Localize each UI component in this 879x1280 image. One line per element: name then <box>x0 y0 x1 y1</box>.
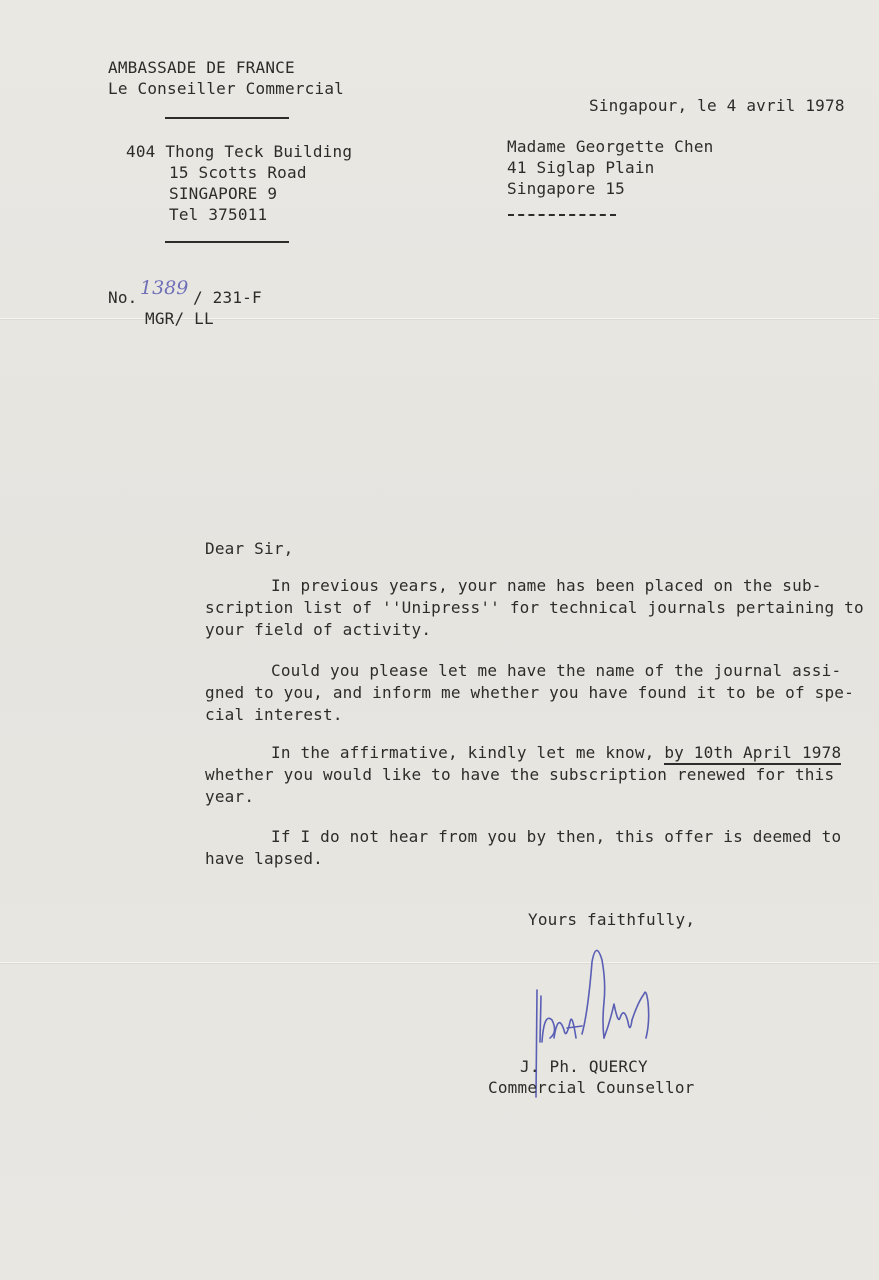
paragraph-line: If I do not hear from you by then, this offer is deemed to <box>271 827 842 846</box>
handwritten-reference-number: 1389 <box>140 277 189 299</box>
salutation: Dear Sir, <box>205 539 294 558</box>
reference-prefix: No. <box>108 288 138 307</box>
letter-date: Singapour, le 4 avril 1978 <box>589 96 845 115</box>
recipient-divider <box>508 214 616 216</box>
paragraph-line: year. <box>205 787 255 806</box>
body-paragraph <box>205 575 864 641</box>
recipient-address-line: 41 Siglap Plain <box>507 158 655 177</box>
reference-suffix: / 231-F <box>193 288 262 307</box>
recipient-address-line: Singapore 15 <box>507 179 625 198</box>
reference-initials: MGR/ LL <box>145 309 214 328</box>
paragraph-line: Could you please let me have the name of the journal assi- <box>271 661 842 680</box>
body-paragraph <box>205 660 854 726</box>
paper-fold-line <box>0 318 879 319</box>
paragraph-line: gned to you, and inform me whether you have found it to be of spe- <box>205 683 854 702</box>
closing: Yours faithfully, <box>528 910 696 929</box>
sender-address-line: 404 Thong Teck Building <box>126 142 353 161</box>
paragraph-line: In previous years, your name has been placed on the sub- <box>271 576 822 595</box>
address-divider <box>165 241 289 243</box>
letterhead-department: Le Conseiller Commercial <box>108 79 344 98</box>
sender-phone: Tel 375011 <box>169 205 268 224</box>
paragraph-line: whether you would like to have the subscription renewed for this <box>205 765 835 784</box>
letterhead-embassy: AMBASSADE DE FRANCE <box>108 58 295 77</box>
letterhead-divider <box>165 117 289 119</box>
body-paragraph <box>205 826 841 870</box>
recipient-name: Madame Georgette Chen <box>507 137 714 156</box>
paper-fold-line <box>0 962 879 963</box>
paragraph-line: cial interest. <box>205 705 343 724</box>
signatory-title: Commercial Counsellor <box>488 1078 695 1097</box>
paragraph-line: have lapsed. <box>205 849 323 868</box>
paragraph-line <box>205 742 841 764</box>
deadline-underlined: by 10th April 1978 <box>664 743 841 765</box>
paragraph-text: In the affirmative, kindly let me know, <box>271 743 665 762</box>
sender-address-line: SINGAPORE 9 <box>169 184 278 203</box>
paragraph-line: your field of activity. <box>205 620 432 639</box>
body-paragraph <box>205 742 841 808</box>
sender-address-line: 15 Scotts Road <box>169 163 307 182</box>
signatory-name: J. Ph. QUERCY <box>520 1057 648 1076</box>
paragraph-line: scription list of ''Unipress'' for technical journals pertaining to <box>205 598 864 617</box>
